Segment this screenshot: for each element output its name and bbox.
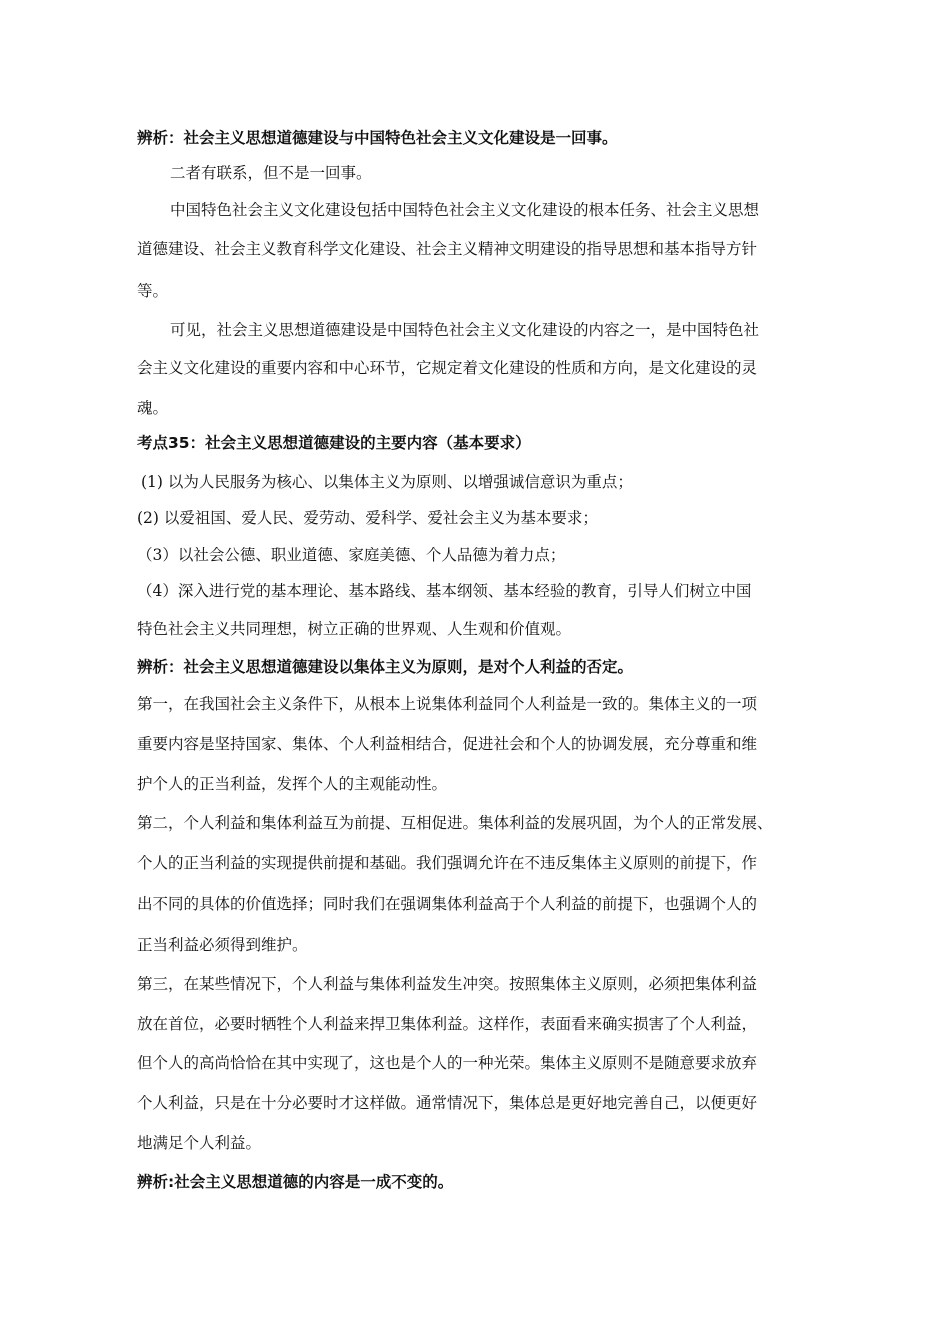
paragraph-line: 二者有联系，但不是一回事。 <box>170 164 372 182</box>
paragraph-line: 第二，个人利益和集体利益互为前提、互相促进。集体利益的发展巩固，为个人的正常发展、 <box>137 814 773 832</box>
paragraph-line: 护个人的正当利益，发挥个人的主观能动性。 <box>137 775 448 793</box>
paragraph-line: 正当利益必须得到维护。 <box>137 936 308 954</box>
paragraph-line: 中国特色社会主义文化建设包括中国特色社会主义文化建设的根本任务、社会主义思想 <box>170 201 760 219</box>
list-item: （4）深入进行党的基本理论、基本路线、基本纲领、基本经验的教育，引导人们树立中国 <box>137 582 752 600</box>
paragraph-line: 放在首位，必要时牺牲个人利益来捍卫集体利益。这样作，表面看来确实损害了个人利益， <box>137 1015 758 1033</box>
paragraph-line: 重要内容是坚持国家、集体、个人利益相结合，促进社会和个人的协调发展，充分尊重和维 <box>137 735 758 753</box>
heading-kaodian-35: 考点35：社会主义思想道德建设的主要内容（基本要求） <box>137 434 531 452</box>
paragraph-line: 地满足个人利益。 <box>137 1134 262 1152</box>
paragraph-line: 但个人的高尚恰恰在其中实现了，这也是个人的一种光荣。集体主义原则不是随意要求放弃 <box>137 1054 758 1072</box>
heading-analysis-3: 辨析:社会主义思想道德的内容是一成不变的。 <box>137 1173 454 1191</box>
paragraph-line: 可见，社会主义思想道德建设是中国特色社会主义文化建设的内容之一，是中国特色社 <box>170 321 760 339</box>
paragraph-line: 等。 <box>137 282 169 300</box>
paragraph-line: 个人利益，只是在十分必要时才这样做。通常情况下，集体总是更好地完善自己，以便更好 <box>137 1094 758 1112</box>
paragraph-line: 出不同的具体的价值选择；同时我们在强调集体利益高于个人利益的前提下，也强调个人的 <box>137 895 758 913</box>
heading-analysis-1: 辨析：社会主义思想道德建设与中国特色社会主义文化建设是一回事。 <box>137 129 618 147</box>
paragraph-line: 会主义文化建设的重要内容和中心环节，它规定着文化建设的性质和方向，是文化建设的灵 <box>137 359 758 377</box>
list-item: （3）以社会公德、职业道德、家庭美德、个人品德为着力点； <box>137 546 566 564</box>
list-item: (1) 以为人民服务为核心、以集体主义为原则、以增强诚信意识为重点； <box>141 473 633 491</box>
paragraph-line: 第一，在我国社会主义条件下，从根本上说集体利益同个人利益是一致的。集体主义的一项 <box>137 695 758 713</box>
paragraph-line: 道德建设、社会主义教育科学文化建设、社会主义精神文明建设的指导思想和基本指导方针 <box>137 240 758 258</box>
list-item: (2) 以爱祖国、爱人民、爱劳动、爱科学、爱社会主义为基本要求； <box>137 509 598 527</box>
heading-analysis-2: 辨析：社会主义思想道德建设以集体主义为原则，是对个人利益的否定。 <box>137 658 634 676</box>
paragraph-line: 第三，在某些情况下，个人利益与集体利益发生冲突。按照集体主义原则，必须把集体利益 <box>137 975 758 993</box>
paragraph-line: 个人的正当利益的实现提供前提和基础。我们强调允许在不违反集体主义原则的前提下，作 <box>137 854 758 872</box>
paragraph-line: 特色社会主义共同理想，树立正确的世界观、人生观和价值观。 <box>137 620 572 638</box>
paragraph-line: 魂。 <box>137 399 169 417</box>
